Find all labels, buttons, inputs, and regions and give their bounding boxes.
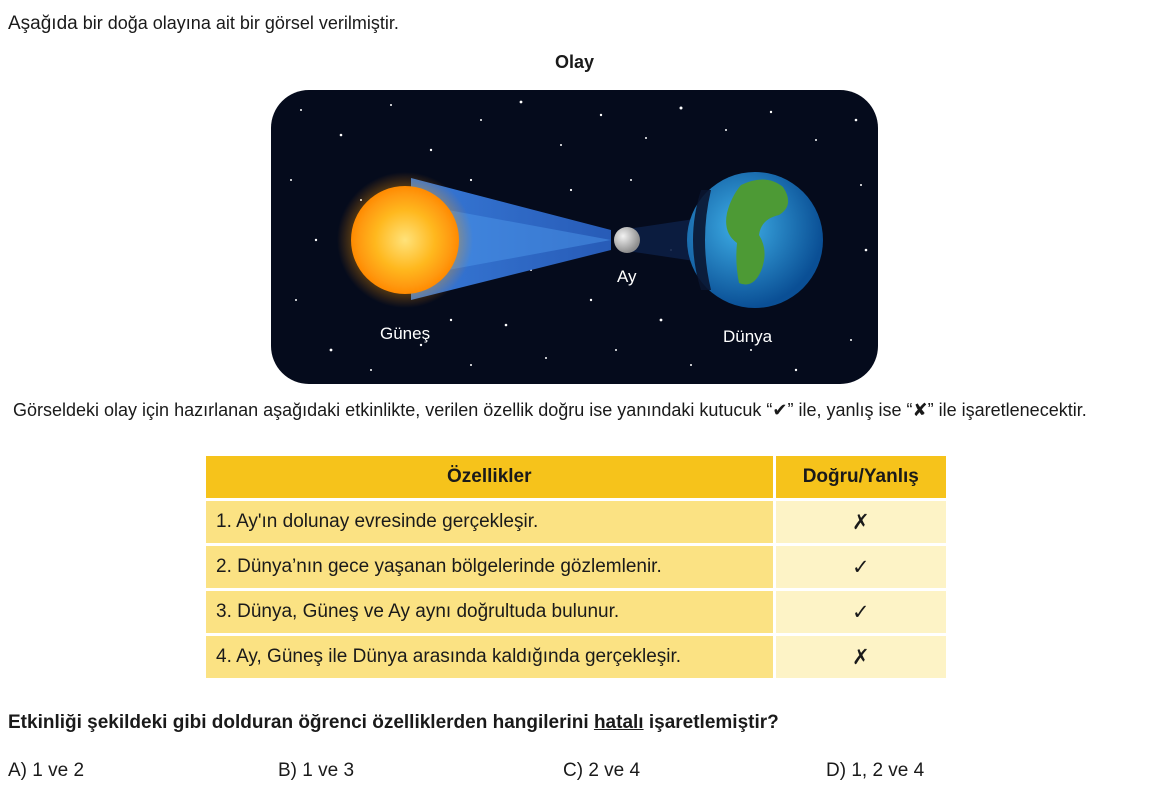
intro-lead: Aşağıda xyxy=(8,13,78,34)
row-mark: ✓ xyxy=(776,546,946,588)
figure-title: Olay xyxy=(554,52,595,72)
row-mark: ✓ xyxy=(776,591,946,633)
row-property: 2. Dünya’nın gece yaşanan bölgelerinde gözlemlenir. xyxy=(206,546,773,588)
option-c[interactable]: C) 2 ve 4 xyxy=(563,760,641,781)
instruction-part2: ” ile, yanlış ise “ xyxy=(787,400,913,420)
sun-label: Güneş xyxy=(380,324,431,343)
properties-table xyxy=(203,453,949,681)
table-row xyxy=(206,636,946,678)
cross-symbol: ✘ xyxy=(912,400,928,420)
intro-text xyxy=(8,13,399,35)
row-property: 1. Ay'ın dolunay evresinde gerçekleşir. xyxy=(206,501,773,543)
row-mark: ✗ xyxy=(776,636,946,678)
option-b[interactable]: B) 1 ve 3 xyxy=(278,760,355,781)
instruction-part3: ” ile işaretlenecektir. xyxy=(927,400,1087,420)
question-after: işaretlemiştir? xyxy=(643,712,779,733)
instruction-part1: Görseldeki olay için hazırlanan aşağıdaki etkinlikte, verilen özellik doğru ise yanındaki kutucuk “ xyxy=(13,400,773,420)
header-properties: Özellikler xyxy=(206,456,773,498)
table-row xyxy=(206,591,946,633)
table-row xyxy=(206,546,946,588)
sun xyxy=(351,186,459,294)
moon xyxy=(614,227,640,253)
moon-label: Ay xyxy=(617,267,637,286)
table-row xyxy=(206,501,946,543)
earth-label: Dünya xyxy=(723,327,773,346)
option-d[interactable]: D) 1, 2 ve 4 xyxy=(826,760,925,781)
intro-rest: bir doğa olayına ait bir görsel verilmiştir. xyxy=(77,13,399,33)
row-property: 4. Ay, Güneş ile Dünya arasında kaldığında gerçekleşir. xyxy=(206,636,773,678)
question-before: Etkinliği şekildeki gibi dolduran öğrenci özelliklerden hangilerini xyxy=(8,712,594,733)
table-header-row xyxy=(206,456,946,498)
row-mark: ✗ xyxy=(776,501,946,543)
eclipse-illustration xyxy=(271,90,878,384)
check-symbol: ✔ xyxy=(772,400,788,420)
instruction-paragraph xyxy=(13,397,1141,424)
question-text xyxy=(8,712,779,734)
option-a[interactable]: A) 1 ve 2 xyxy=(8,760,85,781)
question-underlined: hatalı xyxy=(593,712,644,733)
header-answer: Doğru/Yanlış xyxy=(776,456,946,498)
row-property: 3. Dünya, Güneş ve Ay aynı doğrultuda bulunur. xyxy=(206,591,773,633)
